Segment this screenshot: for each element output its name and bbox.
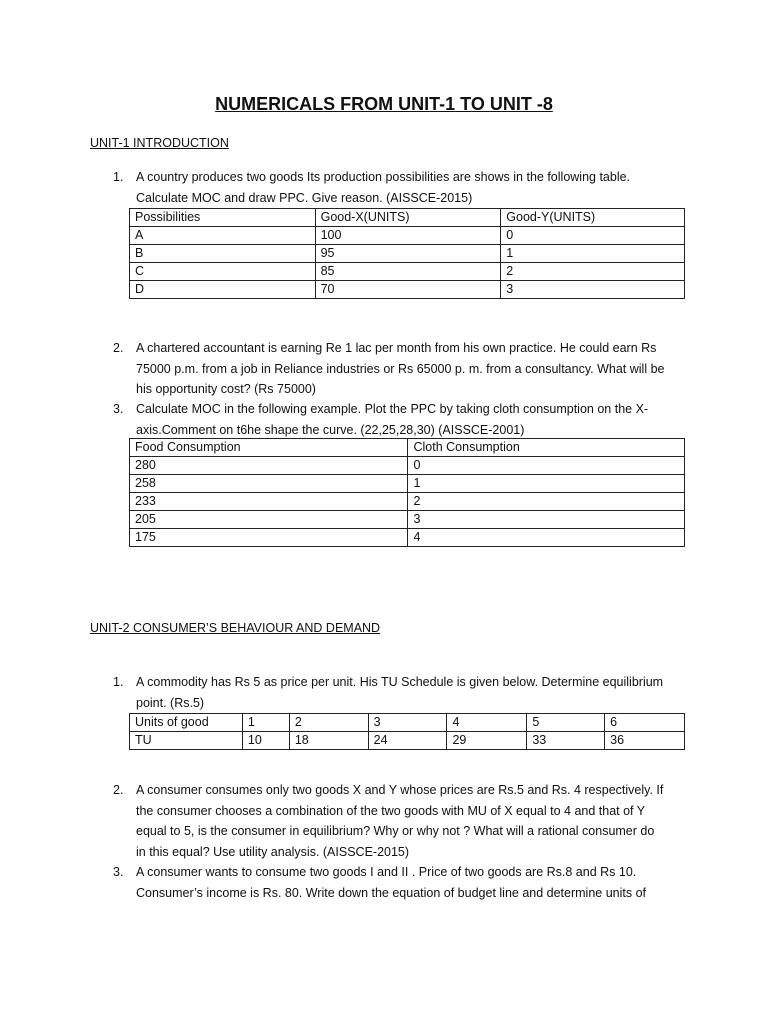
- table-cell: 3: [408, 511, 685, 529]
- table-cell: D: [130, 281, 316, 299]
- table-cell: 2: [501, 263, 685, 281]
- question-text-line: Consumer’s income is Rs. 80. Write down the equation of budget line and determine units of: [136, 885, 647, 900]
- table-cell: 1: [242, 714, 289, 732]
- unit1-heading: UNIT-1 INTRODUCTION: [90, 136, 229, 150]
- table-cell: 258: [130, 475, 408, 493]
- table-cell: 10: [242, 732, 289, 750]
- table-cell: 1: [408, 475, 685, 493]
- table-header-cell: Good-Y(UNITS): [501, 209, 685, 227]
- table-row: [130, 493, 685, 511]
- question-text-line: 75000 p.m. from a job in Reliance industries or Rs 65000 p. m. from a consultancy. What will be: [136, 361, 665, 376]
- question-text-line: A commodity has Rs 5 as price per unit. His TU Schedule is given below. Determine equilibrium: [136, 675, 664, 689]
- table-cell: 1: [501, 245, 685, 263]
- table-header-row: [130, 439, 685, 457]
- question-text-line: equal to 5, is the consumer in equilibrium? Why or why not ? What will a rational consumer do: [136, 824, 655, 838]
- unit1-question-3: [113, 399, 688, 440]
- unit1-question-2: [113, 338, 688, 400]
- table-row: [130, 714, 685, 732]
- table-cell: 0: [408, 457, 685, 475]
- question-number: 2.: [113, 783, 124, 797]
- table-row: [130, 475, 685, 493]
- table-row: [130, 263, 685, 281]
- table-cell: 70: [315, 281, 501, 299]
- question-number: 3.: [113, 402, 124, 416]
- question-text-line: axis.Comment on t6he shape the curve. (22,25,28,30) (AISSCE-2001): [136, 422, 525, 437]
- table-header-cell: Good-X(UNITS): [315, 209, 501, 227]
- table-cell: 4: [447, 714, 527, 732]
- unit1-question-1: [113, 167, 688, 208]
- table-header-cell: Food Consumption: [130, 439, 408, 457]
- table-header-row: [130, 209, 685, 227]
- question-text-line: A country produces two goods Its production possibilities are shows in the following table.: [136, 170, 631, 184]
- table-cell: 95: [315, 245, 501, 263]
- table-cell: 0: [501, 227, 685, 245]
- table-cell: A: [130, 227, 316, 245]
- table-cell: 233: [130, 493, 408, 511]
- table-cell: 29: [447, 732, 527, 750]
- table-cell: 205: [130, 511, 408, 529]
- table-cell: 36: [605, 732, 685, 750]
- table-row: [130, 529, 685, 547]
- table-cell: C: [130, 263, 316, 281]
- unit2-heading: UNIT-2 CONSUMER’S BEHAVIOUR AND DEMAND: [90, 621, 381, 635]
- table-header-cell: Possibilities: [130, 209, 316, 227]
- table-cell: 175: [130, 529, 408, 547]
- table-cell: 3: [368, 714, 447, 732]
- question-number: 1.: [113, 675, 124, 689]
- question-number: 2.: [113, 341, 124, 355]
- question-text-line: in this equal? Use utility analysis. (AISSCE-2015): [136, 844, 410, 859]
- unit1-q3-table: [129, 438, 685, 547]
- question-text-line: A consumer wants to consume two goods I and II . Price of two goods are Rs.8 and Rs 10.: [136, 865, 637, 879]
- table-row: [130, 732, 685, 750]
- table-cell: TU: [130, 732, 243, 750]
- question-text-line: point. (Rs.5): [136, 695, 205, 710]
- question-text-line: Calculate MOC and draw PPC. Give reason. (AISSCE-2015): [136, 190, 473, 205]
- table-row: [130, 227, 685, 245]
- table-row: [130, 245, 685, 263]
- table-row: [130, 281, 685, 299]
- question-number: 3.: [113, 865, 124, 879]
- question-text-line: his opportunity cost? (Rs 75000): [136, 382, 316, 396]
- unit1-q1-table: [129, 208, 685, 299]
- page-title: NUMERICALS FROM UNIT-1 TO UNIT -8: [215, 94, 553, 114]
- table-cell: 100: [315, 227, 501, 245]
- table-cell: 3: [501, 281, 685, 299]
- table-row: [130, 457, 685, 475]
- unit2-question-1: [113, 672, 688, 713]
- table-cell: 33: [527, 732, 605, 750]
- table-header-cell: Cloth Consumption: [408, 439, 685, 457]
- question-text-line: A consumer consumes only two goods X and Y whose prices are Rs.5 and Rs. 4 respectively. If: [136, 783, 664, 797]
- table-cell: B: [130, 245, 316, 263]
- question-text-line: Calculate MOC in the following example. Plot the PPC by taking cloth consumption on the X-: [136, 402, 649, 416]
- unit2-q1-tu-table: [129, 713, 685, 750]
- unit2-question-2: [113, 780, 688, 862]
- table-cell: 85: [315, 263, 501, 281]
- table-cell: 24: [368, 732, 447, 750]
- question-text-line: A chartered accountant is earning Re 1 lac per month from his own practice. He could earn Rs: [136, 341, 657, 355]
- table-cell: 4: [408, 529, 685, 547]
- table-cell: 2: [289, 714, 368, 732]
- unit2-question-3: [113, 862, 688, 903]
- table-cell: 6: [605, 714, 685, 732]
- table-cell: Units of good: [130, 714, 243, 732]
- question-text-line: the consumer chooses a combination of the two goods with MU of X equal to 4 and that of Y: [136, 803, 646, 818]
- table-cell: 18: [289, 732, 368, 750]
- table-cell: 280: [130, 457, 408, 475]
- table-cell: 5: [527, 714, 605, 732]
- question-number: 1.: [113, 170, 124, 184]
- table-cell: 2: [408, 493, 685, 511]
- table-row: [130, 511, 685, 529]
